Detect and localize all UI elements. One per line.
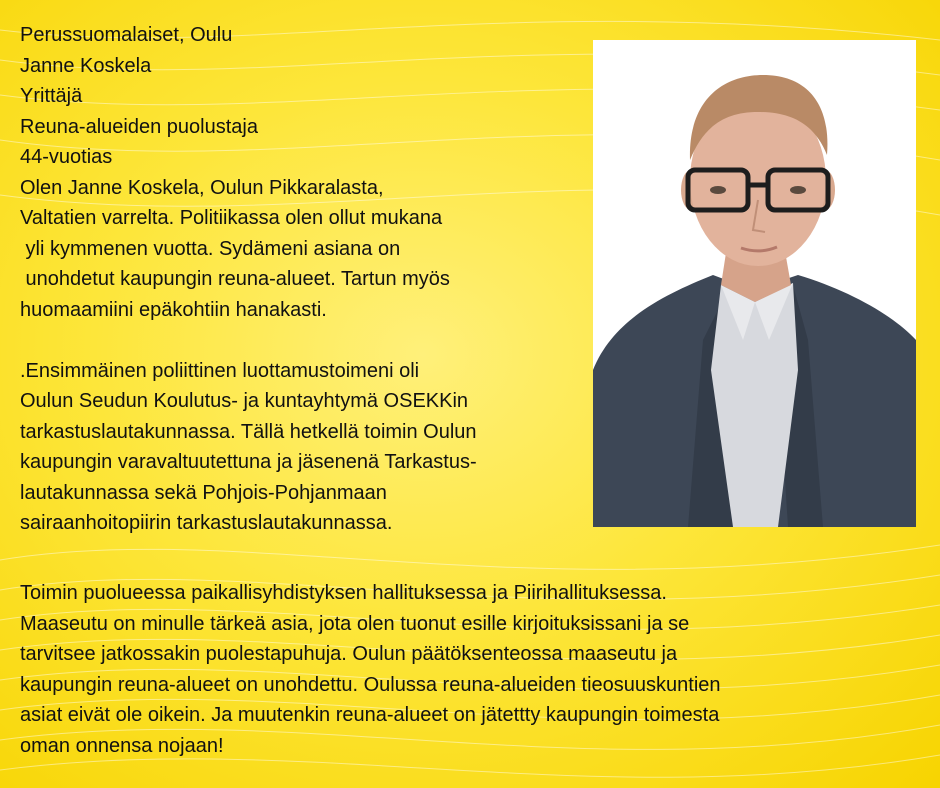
candidate-name: Janne Koskela [20, 54, 152, 77]
portrait-illustration [593, 40, 916, 527]
bio-paragraph-3-line: kaupungin reuna-alueet on unohdettu. Oulussa reuna-alueiden tieosuuskuntien [20, 673, 721, 696]
bio-paragraph-3-line: Maaseutu on minulle tärkeä asia, jota olen tuonut esille kirjoituksissani ja se [20, 612, 690, 635]
occupation-line: Yrittäjä [20, 85, 83, 107]
bio-paragraph-1-line: huomaamiini epäkohtiin hanakasti. [20, 298, 327, 321]
bio-paragraph-3-line: tarvitsee jatkossakin puolestapuhuja. Oulun päätöksenteossa maaseutu ja [20, 643, 678, 665]
paragraph-spacer [20, 325, 590, 356]
bio-paragraph-1-line: unohdetut kaupungin reuna-alueet. Tartun myös [20, 268, 450, 290]
bio-paragraph-2-line: kaupungin varavaltuutettuna ja jäsenenä Tarkastus- [20, 451, 477, 473]
candidate-text-column [20, 20, 590, 539]
bio-paragraph-2-line: tarkastuslautakunnassa. Tällä hetkellä toimin Oulun [20, 420, 477, 443]
age-line: 44-vuotias [20, 146, 113, 168]
party-line: Perussuomalaiset, Oulu [20, 24, 233, 46]
bio-paragraph-2-line: lautakunnassa sekä Pohjois-Pohjanmaan [20, 481, 387, 504]
bio-paragraph-2-line: Oulun Seudun Koulutus- ja kuntayhtymä OSEKKin [20, 390, 469, 412]
bio-paragraph-1-line: Valtatien varrelta. Politiikassa olen ollut mukana [20, 207, 443, 229]
bio-paragraph-1-line: Olen Janne Koskela, Oulun Pikkaralasta, [20, 176, 384, 199]
bio-paragraph-3-line: Toimin puolueessa paikallisyhdistyksen hallituksessa ja Piirihallituksessa. [20, 582, 667, 604]
candidate-portrait-photo [593, 40, 916, 527]
bio-paragraph-3-line: asiat eivät ole oikein. Ja muutenkin reuna-alueet on jätettty kaupungin toimesta [20, 704, 720, 726]
bio-paragraph-2-line: sairaanhoitopiirin tarkastuslautakunnassa. [20, 512, 393, 534]
bio-paragraph-3-line: oman onnensa nojaan! [20, 734, 224, 757]
bio-paragraph-3 [20, 578, 920, 761]
bio-paragraph-1-line: yli kymmenen vuotta. Sydämeni asiana on [20, 237, 401, 260]
bio-paragraph-2-line: .Ensimmäinen poliittinen luottamustoimeni oli [20, 359, 420, 382]
role-line: Reuna-alueiden puolustaja [20, 115, 258, 138]
